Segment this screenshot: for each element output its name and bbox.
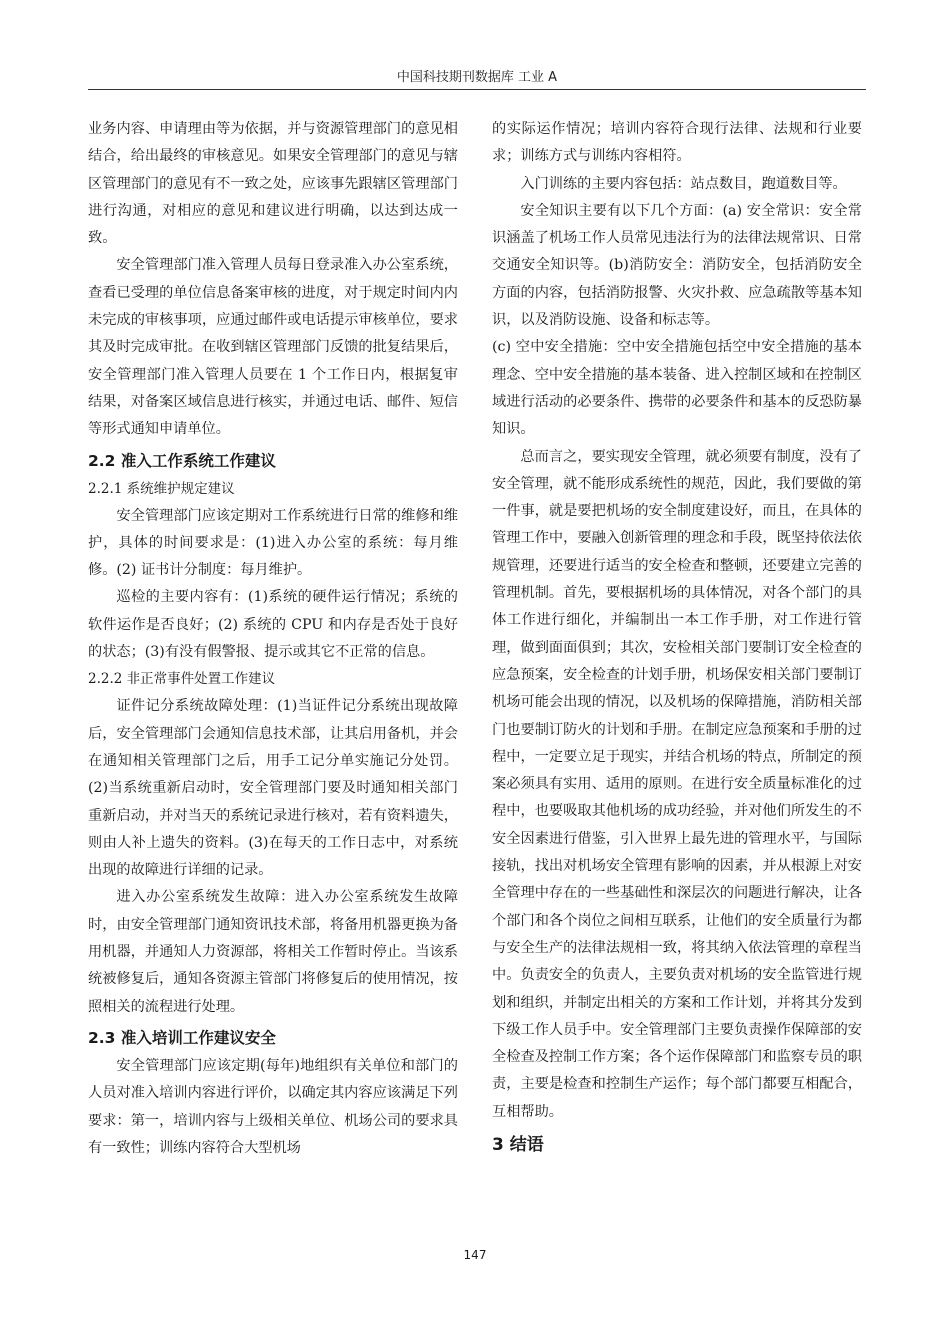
right-paragraph-5: 总而言之，要实现安全管理，就必须要有制度，没有了安全管理，就不能形成系统性的规范，因此，我们要做的第一件事，就是要把机场的安全制度建设好，而且，在具体的管理工作中，要融入创新管理的理念和手段，既坚持依法依规管理，还要进行适当的安全检查和整顿，还要建立完善的管理机制。首先，要根据机场的具体情况，对各个部门的具体工作进行细化，并编制出一本工作手册，对工作进行管理，做到面面俱到；其次，安检相关部门要制订安全检查的应急预案，安全检查的计划手册，机场保安相关部门要制订机场可能会出现的情况，以及机场的保障措施，消防相关部门也要制订防火的计划和手册。在制定应急预案和手册的过程中，一定要立足于现实，并结合机场的特点，所制定的预案必须具有实用、适用的原则。在进行安全质量标准化的过程中，也要吸取其他机场的成功经验，并对他们所发生的不安全因素进行借鉴，引入世界上最先进的管理水平，与国际接轨，找出对机场安全管理有影响的因素，并从根源上对安全管理中存在的一些基础性和深层次的问题进行解决，让各个部门和各个岗位之间相互联系，让他们的安全质量行为都与安全生产的法律法规相一致，将其纳入依法管理的章程当中。负责安全的负责人，主要负责对机场的安全监管进行规划和组织，并制定出相关的方案和工作计划，并将其分发到下级工作人员手中。安全管理部门主要负责操作保障部的安全检查及控制工作方案；各个运作保障部门和监察专员的职责，主要是检查和控制生产运作；每个部门都要互相配合，互相帮助。	[492, 448, 862, 1120]
left-column	[88, 116, 458, 1162]
page-number: 147	[463, 1248, 487, 1262]
section-heading-2-2: 2.2 准入工作系统工作建议	[88, 451, 276, 470]
left-paragraph-4: 巡检的主要内容有：(1)系统的硬件运行情况；系统的软件运作是否良好；(2) 系统的 CPU 和内存是否处于良好的状态；(3)有没有假警报、提示或其它不正常的信息。	[88, 589, 458, 661]
left-paragraph-5: 证件记分系统故障处理：(1)当证件记分系统出现故障后，安全管理部门会通知信息技术部，让其启用备机，并会在通知相关管理部门之后，用手工记分单实施记分处罚。(2)当系统重新启动时，安全管理部门要及时通知相关部门重新启动，并对当天的系统记录进行核对，若有资料遗失，则由人补上遗失的资料。(3)在每天的工作日志中，对系统出现的故障进行详细的记录。	[88, 698, 458, 879]
right-paragraph-1: 的实际运作情况；培训内容符合现行法律、法规和行业要求；训练方式与训练内容相符。	[492, 121, 862, 165]
right-column	[492, 116, 862, 1160]
right-paragraph-2: 入门训练的主要内容包括：站点数目，跑道数目等。	[520, 175, 847, 192]
left-paragraph-2: 安全管理部门准入管理人员每日登录准入办公室系统，查看已受理的单位信息备案审核的进度，对于规定时间内内未完成的审核事项，应通过邮件或电话提示审核单位，要求其及时完成审批。在收到辖区管理部门反馈的批复结果后，安全管理部门准入管理人员要在 1 个工作日内，根据复审结果，对备案区域信息进行核实，并通过电话、邮件、短信等形式通知申请单位。	[88, 257, 458, 438]
section-heading-3: 3 结语	[492, 1134, 544, 1155]
right-paragraph-4: (c) 空中安全措施：空中安全措施包括空中安全措施的基本理念、空中安全措施的基本装备、进入控制区域和在控制区域进行活动的必要条件、携带的必要条件和基本的反恐防暴知识。	[492, 339, 862, 438]
left-paragraph-3: 安全管理部门应该定期对工作系统进行日常的维修和维护，具体的时间要求是：(1)进入办公室的系统：每月维修。(2) 证书计分制度：每月维护。	[88, 507, 458, 579]
section-heading-2-3: 2.3 准入培训工作建议安全	[88, 1028, 276, 1047]
subsection-heading-2-2-2: 2.2.2 非正常事件处置工作建议	[88, 671, 276, 688]
left-paragraph-1: 业务内容、申请理由等为依据，并与资源管理部门的意见相结合，给出最终的审核意见。如果安全管理部门的意见与辖区管理部门的意见有不一致之处，应该事先跟辖区管理部门进行沟通，对相应的意见和建议进行明确，以达到达成一致。	[88, 121, 458, 247]
left-paragraph-6: 进入办公室系统发生故障：进入办公室系统发生故障时，由安全管理部门通知资讯技术部，将备用机器更换为备用机器，并通知人力资源部，将相关工作暂时停止。当该系统被修复后，通知各资源主管部门将修复后的使用情况，按照相关的流程进行处理。	[88, 889, 458, 1015]
left-paragraph-7: 安全管理部门应该定期(每年)地组织有关单位和部门的人员对准入培训内容进行评价，以确定其内容应该满足下列要求：第一，培训内容与上级相关单位、机场公司的要求具有一致性；训练内容符合大型机场	[88, 1057, 458, 1156]
header-rule	[88, 89, 866, 90]
running-header: 中国科技期刊数据库 工业 A	[396, 70, 558, 85]
subsection-heading-2-2-1: 2.2.1 系统维护规定建议	[88, 480, 235, 497]
right-paragraph-3: 安全知识主要有以下几个方面：(a) 安全常识：安全常识涵盖了机场工作人员常见违法行为的法律法规常识、日常交通安全知识等。(b)消防安全：消防安全，包括消防安全方面的内容，包括消防报警、火灾扑救、应急疏散等基本知识，以及消防设施、设备和标志等。	[492, 202, 862, 329]
